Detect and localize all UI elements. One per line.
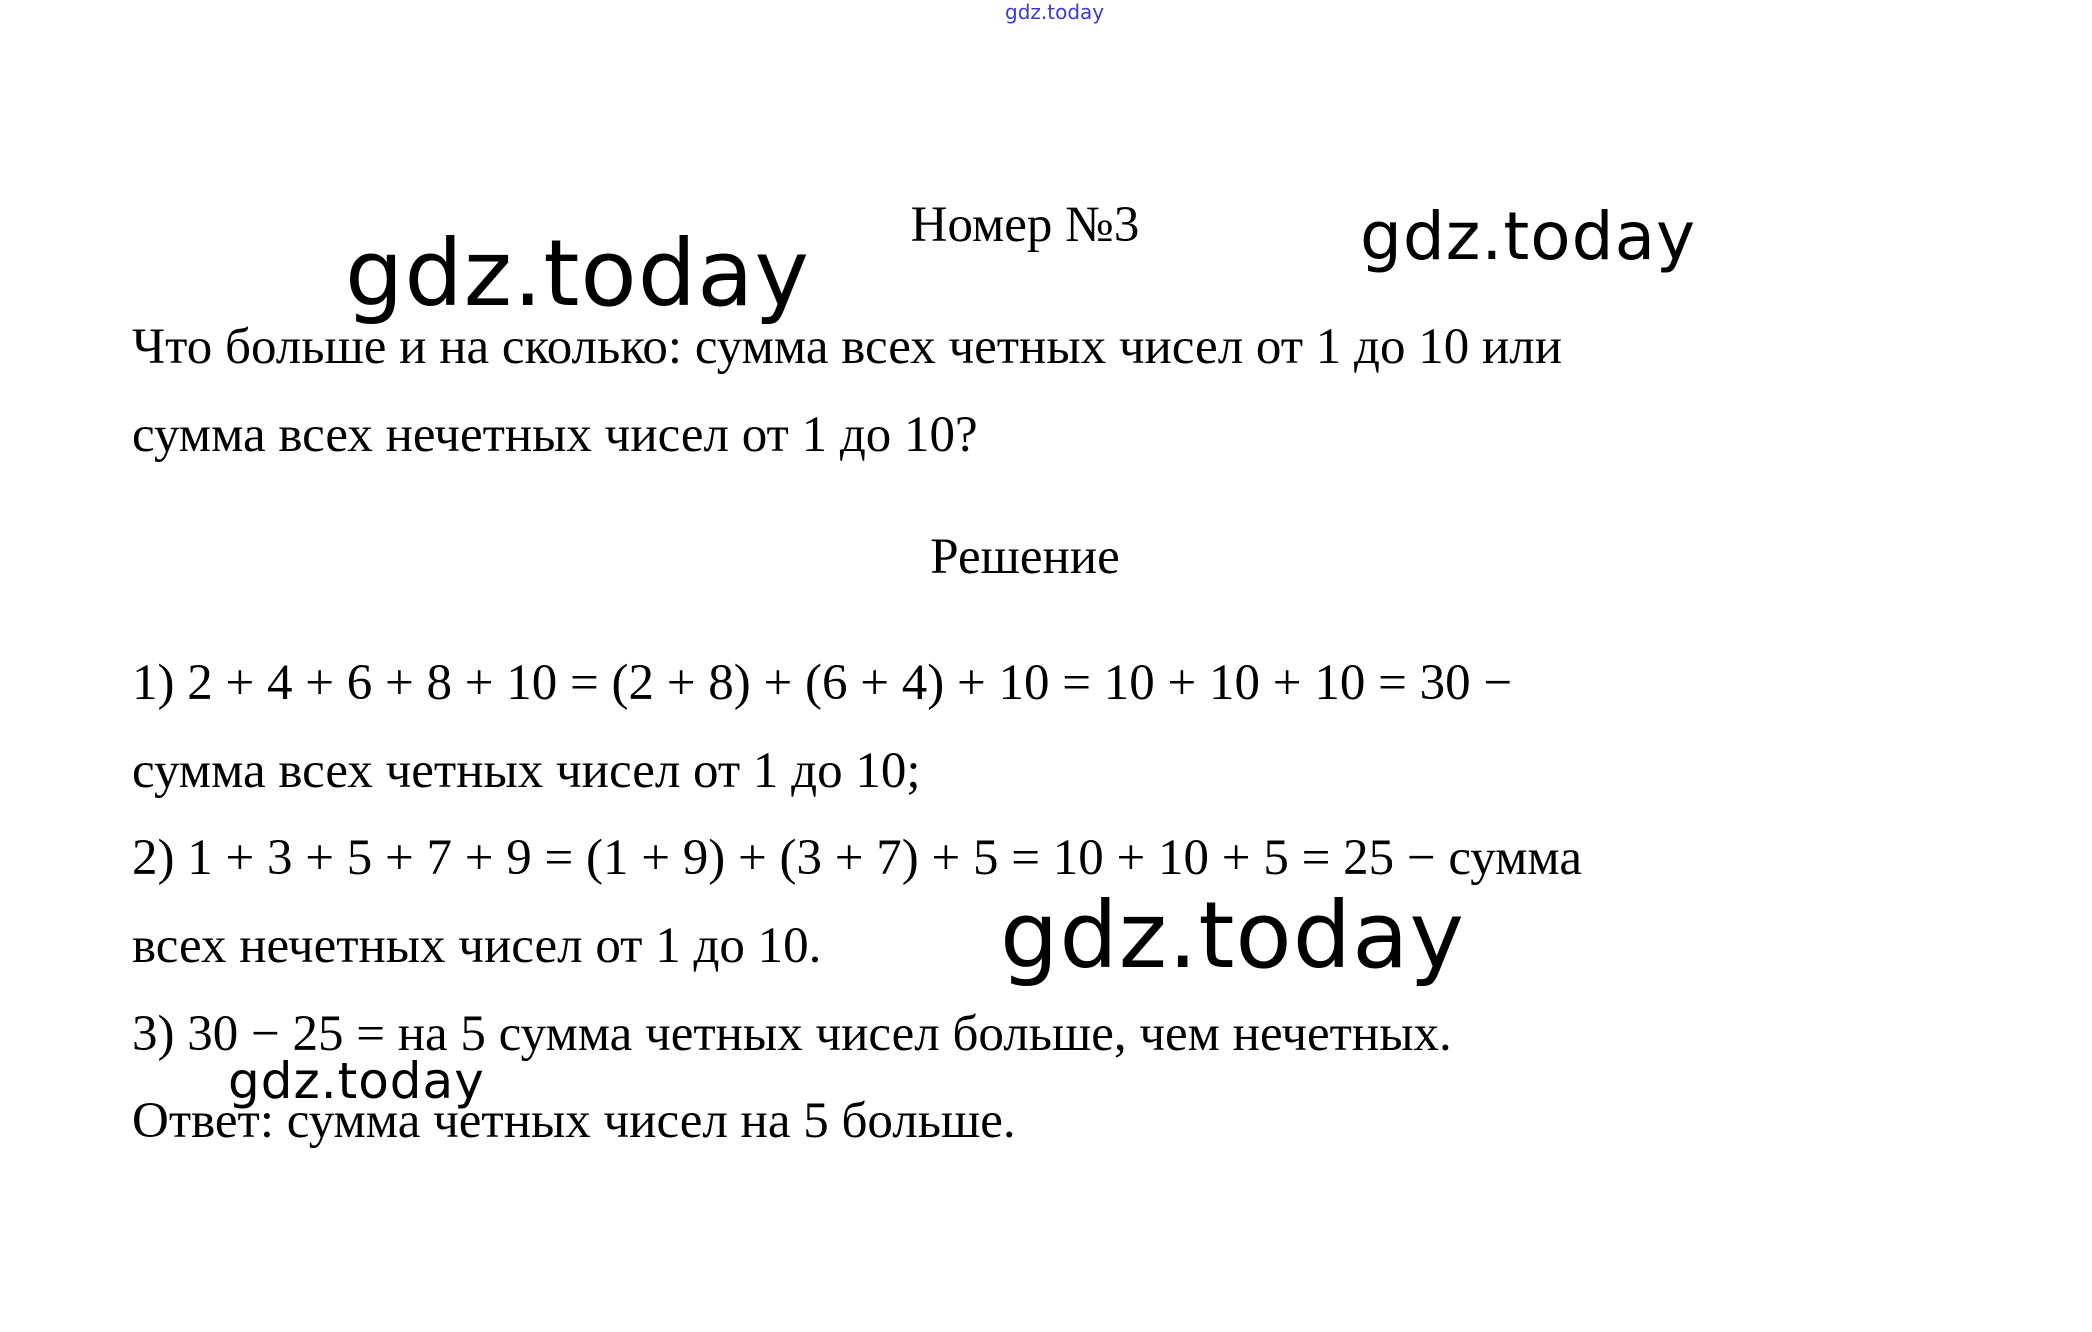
page-title: Номер №3 — [910, 197, 1140, 253]
step-1-line-1: 1) 2 + 4 + 6 + 8 + 10 = (2 + 8) + (6 + 4) + 10 = 10 + 10 + 10 = 30 − — [132, 655, 1513, 711]
step-1-line-2: сумма всех четных чисел от 1 до 10; — [132, 743, 921, 799]
problem-line-1: Что больше и на сколько: сумма всех четных чисел от 1 до 10 или — [132, 319, 1562, 375]
watermark-4: gdz.today — [228, 1052, 485, 1110]
answer-line: Ответ: сумма четных чисел на 5 больше. — [132, 1093, 1016, 1149]
step-2-line-2: всех нечетных чисел от 1 до 10. — [132, 918, 822, 974]
step-3-line: 3) 30 − 25 = на 5 сумма четных чисел больше, чем нечетных. — [132, 1006, 1452, 1062]
watermark-1: gdz.today — [345, 220, 810, 327]
watermark-2: gdz.today — [1360, 198, 1697, 275]
problem-line-2: сумма всех нечетных чисел от 1 до 10? — [132, 407, 978, 463]
step-2-line-1: 2) 1 + 3 + 5 + 7 + 9 = (1 + 9) + (3 + 7) + 5 = 10 + 10 + 5 = 25 − сумма — [132, 830, 1582, 886]
watermark-3: gdz.today — [1000, 882, 1465, 989]
watermark-top: gdz.today — [1005, 0, 1105, 24]
solution-heading: Решение — [930, 529, 1120, 585]
